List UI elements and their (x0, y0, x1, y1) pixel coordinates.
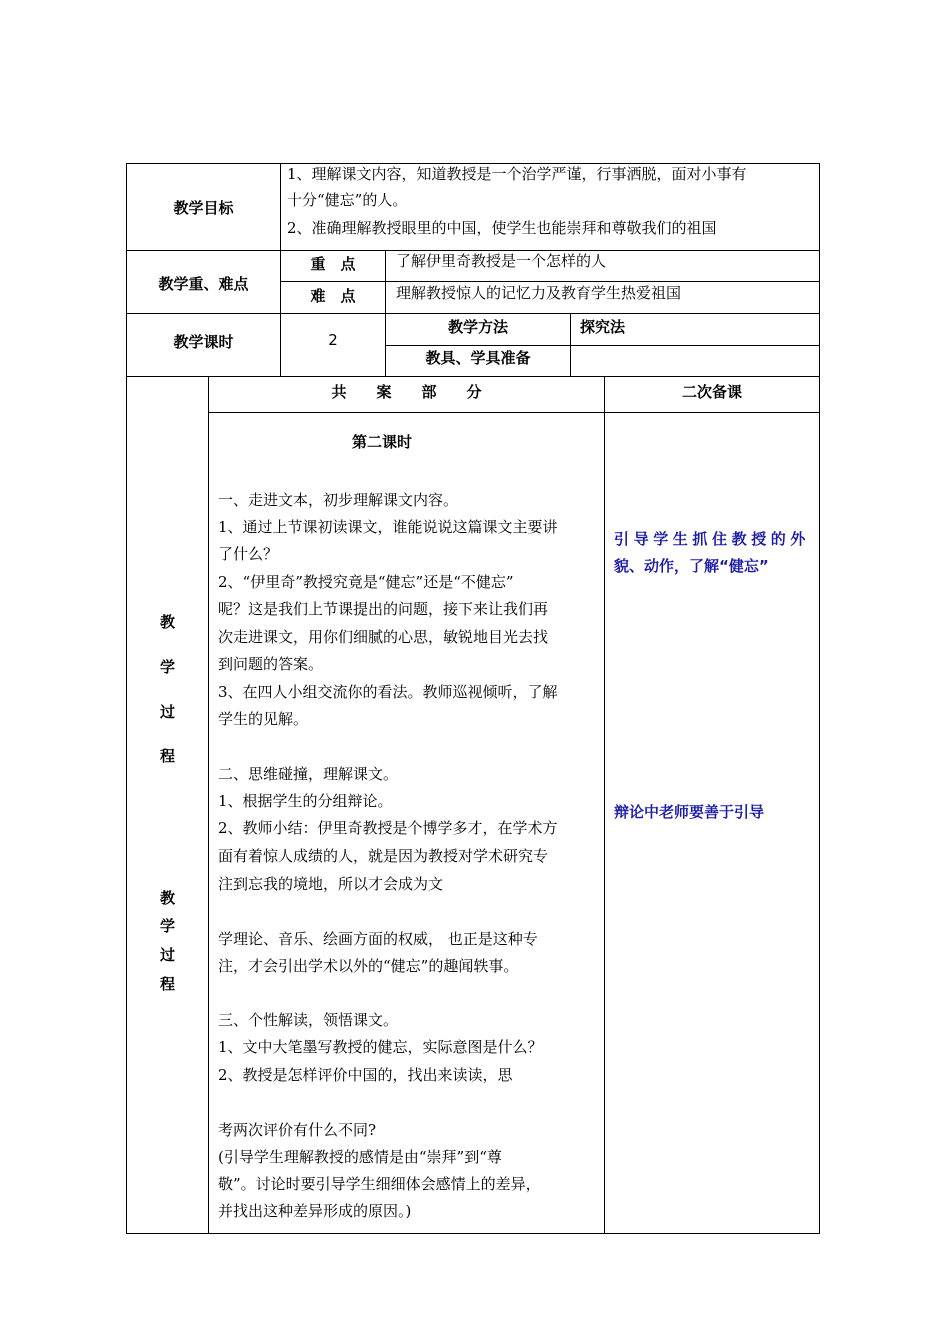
method-value: 探究法 (580, 318, 626, 336)
body-line: 一、走进文本，初步理解课文内容。 (218, 491, 459, 509)
second-header: 二次备课 (681, 383, 742, 401)
body-line: 了什么？ (218, 545, 279, 563)
body-line: 注，才会引出学术以外的“健忘”的趣闻轶事。 (218, 957, 519, 975)
side-label-char: 教 (160, 613, 176, 631)
body-line: 二、思维碰撞，理解课文。 (218, 765, 399, 783)
side-label-char: 过 (160, 946, 176, 964)
difficult-text: 理解教授惊人的记忆力及教育学生热爱祖国 (396, 284, 682, 302)
side-label-char: 学 (160, 917, 176, 935)
difficult-label: 难 点 (310, 287, 356, 305)
body-line: 三、个性解读，领悟课文。 (218, 1011, 399, 1029)
body-line: 注到忘我的境地，所以才会成为文 (218, 875, 444, 893)
body-line: 2、教授是怎样评价中国的，找出来读读，思 (218, 1066, 513, 1084)
key-label: 教学重、难点 (158, 275, 249, 293)
body-line: 学理论、音乐、绘画方面的权威， 也正是这种专 (218, 930, 538, 948)
body-line: 敬”。讨论时要引导学生细细体会感情上的差异， (218, 1175, 541, 1193)
side-label-char: 程 (160, 747, 176, 765)
body-line: 面有着惊人成绩的人，就是因为教授对学术研究专 (218, 847, 549, 865)
key-point-text: 了解伊里奇教授是一个怎样的人 (396, 252, 607, 270)
body-line: 学生的见解。 (218, 710, 309, 728)
goal-line: 1、理解课文内容，知道教授是一个治学严谨，行事洒脱，面对小事有 (287, 165, 747, 183)
body-line: 2、教师小结：伊里奇教授是个博学多才，在学术方 (218, 819, 558, 837)
body-line: 3、在四人小组交流你的看法。教师巡视倾听，了解 (218, 683, 558, 701)
key-point-label: 重 点 (310, 255, 356, 273)
note-1-line: 引导学生抓住教授的外 (614, 530, 811, 548)
hours-label: 教学课时 (173, 333, 234, 351)
hours-value: 2 (328, 331, 338, 349)
body-line: 到问题的答案。 (218, 655, 324, 673)
side-label-char: 学 (160, 658, 176, 676)
side-label-char: 过 (160, 703, 176, 721)
body-line: 呢？这是我们上节课提出的问题，接下来让我们再 (218, 600, 549, 618)
body-line: 1、文中大笔墨写教授的健忘，实际意图是什么？ (218, 1038, 543, 1056)
goal-label: 教学目标 (173, 199, 234, 217)
body-line: 1、根据学生的分组辩论。 (218, 792, 393, 810)
note-1-line: 貌、动作，了解“健忘” (614, 557, 769, 575)
goal-line: 2、准确理解教授眼里的中国，使学生也能崇拜和尊敬我们的祖国 (287, 219, 717, 237)
body-line: 2、“伊里奇”教授究竟是“健忘”还是“不健忘” (218, 573, 514, 591)
method-label: 教学方法 (447, 318, 508, 336)
note-2: 辩论中老师要善于引导 (614, 803, 765, 821)
tools-label: 教具、学具准备 (425, 349, 531, 367)
lesson-title: 第二课时 (352, 433, 413, 451)
shared-header: 共 案 部 分 (331, 383, 482, 401)
body-line: 次走进课文，用你们细腻的心思，敏锐地目光去找 (218, 628, 549, 646)
side-label-char: 程 (160, 975, 176, 993)
body-line: 考两次评价有什么不同? (218, 1121, 377, 1139)
side-label-char: 教 (160, 889, 176, 907)
body-line: 1、通过上节课初读课文，谁能说说这篇课文主要讲 (218, 518, 558, 536)
body-line: (引导学生理解教授的感情是由“崇拜”到“尊 (218, 1148, 502, 1166)
body-line: 并找出这种差异形成的原因。) (218, 1202, 412, 1220)
goal-line: 十分“健忘”的人。 (287, 191, 408, 209)
